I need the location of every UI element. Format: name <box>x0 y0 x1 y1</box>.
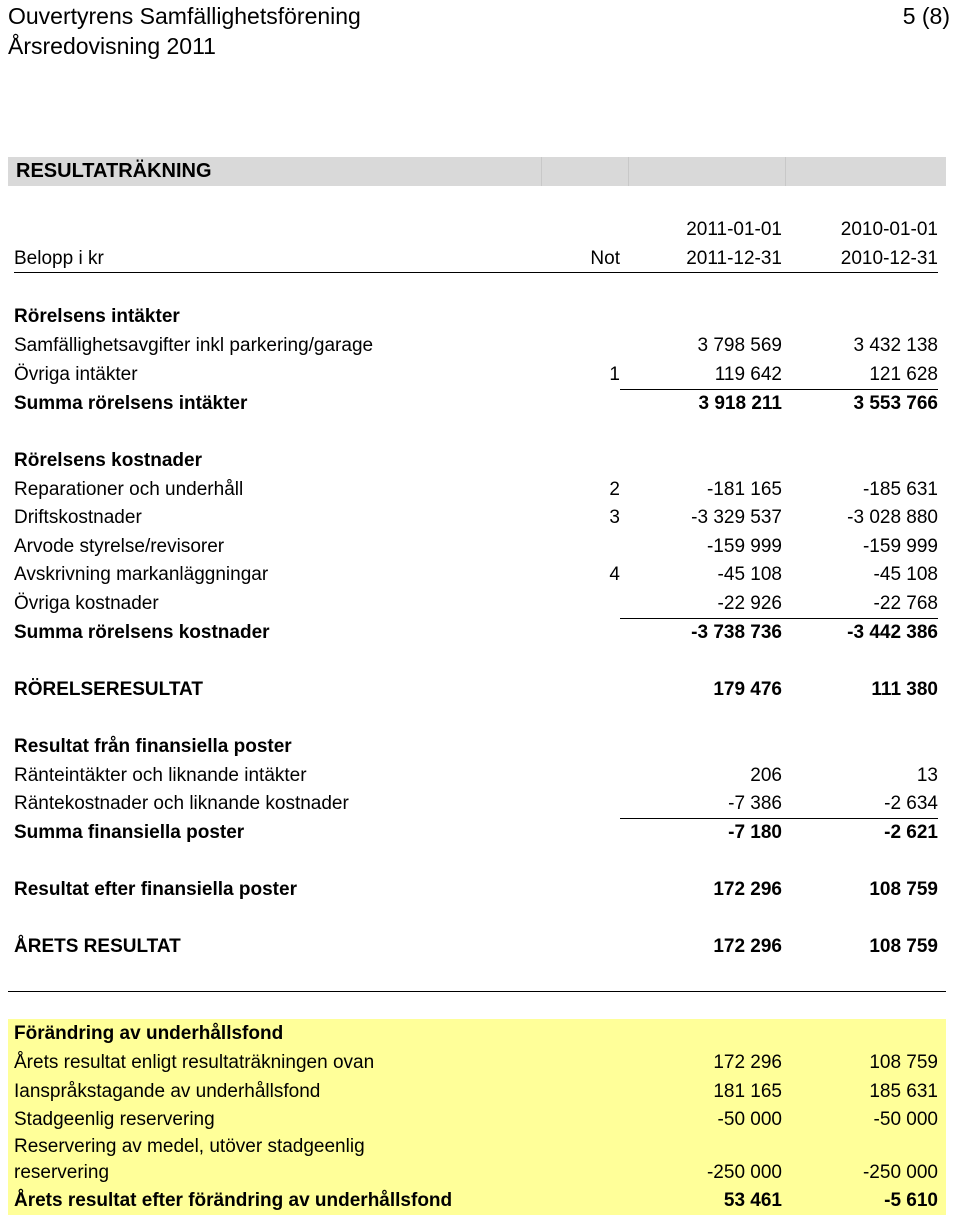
row-value-2010: 111 380 <box>871 679 938 700</box>
current-period-from: 2011-01-01 <box>686 219 782 240</box>
row-value-2011: 206 <box>750 765 782 786</box>
statement-row <box>14 877 938 903</box>
row-label: Arvode styrelse/revisorer <box>14 536 225 557</box>
row-label: Rörelsens intäkter <box>14 306 180 327</box>
fund-value-2010: 108 759 <box>869 1052 938 1073</box>
column-header <box>14 246 938 272</box>
row-value-2010: -159 999 <box>862 536 938 557</box>
section-title-bar <box>8 157 946 186</box>
header-rule <box>14 272 938 273</box>
fund-value-2011: 53 461 <box>723 1190 782 1211</box>
sum-rule <box>620 818 938 819</box>
row-label: Resultat efter finansiella poster <box>14 879 297 900</box>
sum-rule <box>620 389 938 390</box>
fund-value-2011: 181 165 <box>713 1081 782 1102</box>
row-value-2011: -7 386 <box>728 793 782 814</box>
fund-row <box>14 1188 938 1214</box>
row-label: Summa finansiella poster <box>14 822 245 843</box>
fund-value-2011: -250 000 <box>706 1162 782 1183</box>
row-label: Övriga intäkter <box>14 364 138 385</box>
row-label: Summa rörelsens kostnader <box>14 622 270 643</box>
row-value-2010: -3 442 386 <box>847 622 938 643</box>
row-value-2010: 108 759 <box>869 936 938 957</box>
statement-row <box>14 333 938 359</box>
row-value-2011: -159 999 <box>706 536 782 557</box>
row-value-2010: 3 553 766 <box>853 393 938 414</box>
row-value-2010: 3 432 138 <box>853 335 938 356</box>
statement-row <box>14 562 938 588</box>
fund-row <box>14 1050 938 1076</box>
statement-row <box>14 791 938 817</box>
row-note: 2 <box>609 479 620 500</box>
row-label: Driftskostnader <box>14 507 142 528</box>
row-label: RÖRELSERESULTAT <box>14 679 203 700</box>
row-value-2010: -45 108 <box>873 564 938 585</box>
org-name: Ouvertyrens Samfällighetsförening <box>8 3 361 29</box>
statement-row <box>14 820 938 846</box>
fund-row <box>14 1107 938 1133</box>
statement-row <box>14 591 938 617</box>
statement-row <box>14 304 938 330</box>
bar-divider <box>628 157 629 186</box>
fund-row <box>14 1079 938 1105</box>
row-value-2011: -3 329 537 <box>691 507 782 528</box>
section-title: RESULTATRÄKNING <box>16 160 212 182</box>
row-label: ÅRETS RESULTAT <box>14 936 181 957</box>
statement-row <box>14 362 938 388</box>
statement-row <box>14 505 938 531</box>
fund-value-2010: -250 000 <box>862 1162 938 1183</box>
row-label: Rörelsens kostnader <box>14 450 202 471</box>
row-label: Avskrivning markanläggningar <box>14 564 269 585</box>
note-header: Not <box>590 248 620 269</box>
fund-row <box>14 1160 938 1186</box>
column-header-dates-from <box>14 217 938 243</box>
row-value-2011: 119 642 <box>714 364 782 385</box>
row-value-2011: 172 296 <box>713 936 782 957</box>
section-separator <box>8 991 946 992</box>
row-value-2011: 3 798 569 <box>697 335 782 356</box>
prior-period-to: 2010-12-31 <box>840 248 938 269</box>
row-value-2011: -22 926 <box>717 593 782 614</box>
row-label: Samfällighetsavgifter inkl parkering/garage <box>14 335 374 356</box>
row-value-2010: -185 631 <box>862 479 938 500</box>
row-label: Reparationer och underhåll <box>14 479 244 500</box>
bar-divider <box>541 157 542 186</box>
page-number: 5 (8) <box>902 3 950 29</box>
statement-row <box>14 734 938 760</box>
row-note: 1 <box>609 364 620 385</box>
statement-row <box>14 534 938 560</box>
row-value-2011: -7 180 <box>728 822 782 843</box>
row-value-2010: -2 621 <box>884 822 938 843</box>
fund-value-2010: 185 631 <box>869 1081 938 1102</box>
fund-row-label: reservering <box>14 1162 110 1183</box>
row-value-2010: 121 628 <box>869 364 938 385</box>
row-label: Resultat från finansiella poster <box>14 736 292 757</box>
statement-row <box>14 477 938 503</box>
fund-value-2011: 172 296 <box>713 1052 782 1073</box>
row-value-2011: -3 738 736 <box>691 622 782 643</box>
row-value-2011: 3 918 211 <box>698 393 782 414</box>
fund-row-label: Stadgeenlig reservering <box>14 1109 215 1130</box>
amount-label: Belopp i kr <box>14 248 104 269</box>
row-note: 3 <box>609 507 620 528</box>
bar-divider <box>785 157 786 186</box>
fund-value-2010: -50 000 <box>873 1109 938 1130</box>
row-value-2010: 13 <box>916 765 938 786</box>
report-title: Årsredovisning 2011 <box>8 33 216 59</box>
fund-value-2011: -50 000 <box>717 1109 782 1130</box>
sum-rule <box>620 618 938 619</box>
fund-row-label: Årets resultat efter förändring av underhållsfond <box>14 1190 453 1211</box>
fund-row-label: Reservering av medel, utöver stadgeenlig <box>14 1136 365 1157</box>
fund-title-row <box>14 1021 938 1047</box>
row-value-2010: -22 768 <box>873 593 938 614</box>
fund-value-2010: -5 610 <box>884 1190 938 1211</box>
statement-row <box>14 391 938 417</box>
row-value-2011: -181 165 <box>706 479 782 500</box>
row-value-2011: 172 296 <box>713 879 782 900</box>
statement-row <box>14 677 938 703</box>
statement-row <box>14 620 938 646</box>
row-note: 4 <box>609 564 620 585</box>
row-label: Summa rörelsens intäkter <box>14 393 248 414</box>
prior-period-from: 2010-01-01 <box>840 219 938 240</box>
fund-row-label: Årets resultat enligt resultaträkningen ovan <box>14 1052 375 1073</box>
row-label: Räntekostnader och liknande kostnader <box>14 793 349 814</box>
statement-row <box>14 934 938 960</box>
row-value-2010: 108 759 <box>869 879 938 900</box>
row-value-2010: -2 634 <box>884 793 938 814</box>
row-label: Ränteintäkter och liknande intäkter <box>14 765 307 786</box>
statement-row <box>14 448 938 474</box>
row-value-2010: -3 028 880 <box>847 507 938 528</box>
fund-title: Förändring av underhållsfond <box>14 1023 284 1044</box>
current-period-to: 2011-12-31 <box>686 248 782 269</box>
fund-row-label: Ianspråkstagande av underhållsfond <box>14 1081 321 1102</box>
fund-row <box>14 1134 938 1160</box>
statement-row <box>14 763 938 789</box>
row-label: Övriga kostnader <box>14 593 159 614</box>
row-value-2011: -45 108 <box>717 564 782 585</box>
row-value-2011: 179 476 <box>713 679 782 700</box>
